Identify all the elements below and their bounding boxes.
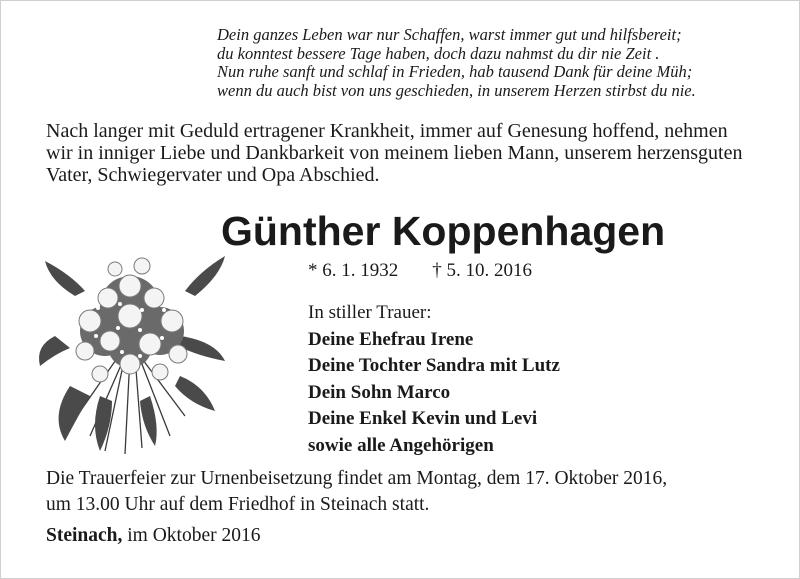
bouquet-roses (76, 258, 187, 382)
intro-line: Vater, Schwiegervater und Opa Abschied. (46, 164, 380, 186)
death-date: † 5. 10. 2016 (432, 260, 532, 281)
deceased-name: Günther Koppenhagen (221, 208, 666, 254)
mourner-name: Deine Enkel Kevin und Levi (308, 408, 538, 429)
birth-date: * 6. 1. 1932 (308, 260, 399, 281)
service-line: Die Trauerfeier zur Urnenbeisetzung findet am Montag, dem 17. Oktober 2016, (46, 468, 668, 489)
flower-bouquet-image (30, 236, 230, 458)
intro-line: wir in inniger Liebe und Dankbarkeit von meinem lieben Mann, unserem herzensguten (46, 142, 743, 164)
signoff-place: Steinach, (46, 525, 123, 546)
mourner-name: Deine Tochter Sandra mit Lutz (308, 355, 560, 376)
service-line: um 13.00 Uhr auf dem Friedhof in Steinach statt. (46, 494, 430, 515)
mourner-name: sowie alle Angehörigen (308, 434, 494, 456)
poem-line: du konntest bessere Tage haben, doch dazu nahmst du dir nie Zeit . (217, 43, 660, 63)
mourners-list (308, 300, 560, 459)
mourner-name: Dein Sohn Marco (308, 381, 451, 403)
poem-line: Nun ruhe sanft und schlaf in Frieden, hab tausend Dank für deine Müh; (217, 62, 693, 81)
mourners-heading: In stiller Trauer: (308, 302, 432, 323)
intro-line: Nach langer mit Geduld ertragener Krankheit, immer auf Genesung hoffend, nehmen (46, 120, 728, 142)
life-dates (308, 260, 532, 282)
mourner-name: Deine Ehefrau Irene (308, 328, 474, 350)
service-notice (46, 466, 667, 518)
intro-text (46, 120, 776, 186)
signoff-date: im Oktober 2016 (122, 525, 261, 546)
poem (217, 26, 787, 100)
poem-line: Dein ganzes Leben war nur Schaffen, warst immer gut und hilfsbereit; (217, 25, 682, 44)
poem-line: wenn du auch bist von uns geschieden, in unserem Herzen stirbst du nie. (217, 80, 696, 100)
signoff (46, 525, 261, 547)
